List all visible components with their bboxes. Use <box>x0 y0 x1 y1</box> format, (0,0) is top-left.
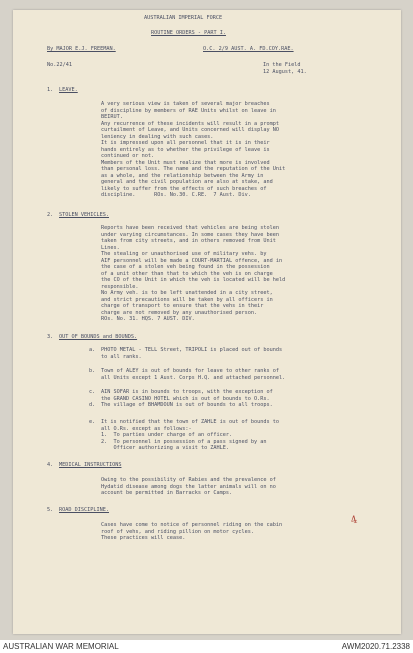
body-line: roof of vehs, and riding pillion on motor cycles. <box>101 528 255 535</box>
body-line: charge of transport to ensure that the vehs in their <box>101 303 264 309</box>
section-heading: STOLEN VEHICLES. <box>59 212 109 218</box>
body-line: Officer authorizing a visit to ZAHLE. <box>101 445 230 451</box>
body-line: as a whole, and the relationship between the Army in <box>101 172 264 179</box>
body-line: Owing to the possibility of Rabies and the prevalence of <box>101 477 276 483</box>
item-letter: c. <box>89 389 96 395</box>
body-line: The village of BHAMDOUN is out of bounds to all troops. <box>101 402 273 408</box>
section-heading: LEAVE. <box>59 87 78 93</box>
body-line: discipline. ROs. No.30. C.RE. 7 Aust. Div. <box>101 192 251 198</box>
body-line: the GRAND CASINO HOTEL which is out of bounds to O.Rs. <box>101 395 270 402</box>
body-line: the case of a stolen veh being found in the possession <box>101 264 270 270</box>
body-line: the CO of the Unit in which the veh is located will be held <box>101 277 286 283</box>
document-sheet <box>13 10 401 634</box>
body-line: under varying circumstances. In some cases they have been <box>101 231 280 238</box>
body-line: The stealing or unauthorised use of military vehs. by <box>101 251 267 257</box>
body-line: Lines. <box>101 244 120 251</box>
order-place: In the Field <box>263 62 301 68</box>
body-line: 2. To personnel in possession of a pass signed by an <box>101 438 267 445</box>
section-heading: MEDICAL INSTRUCTIONS <box>59 462 122 468</box>
body-line: Town of ALEY is out of bounds for leave to other ranks of <box>101 368 280 374</box>
body-line: BEIRUT. <box>101 114 123 120</box>
body-line: AIF personnel will be made a COURT-MARTIAL offence, and in <box>101 257 283 264</box>
document-subtitle: ROUTINE ORDERS - PART I. <box>151 30 226 36</box>
section-number: 2. <box>47 212 54 218</box>
body-line: of a unit other than that to which the veh is on charge <box>101 270 273 277</box>
archive-footer <box>0 640 413 653</box>
body-line: PHOTO METAL - TELL Street, TRIPOLI is placed out of bounds <box>101 347 283 353</box>
body-line: Cases have come to notice of personnel riding on the cabin <box>101 522 283 528</box>
item-letter: b. <box>89 368 96 374</box>
body-line: continued or not. <box>101 153 155 159</box>
body-line: account be permitted in Barracks or Camps. <box>101 490 233 496</box>
item-letter: a. <box>89 347 96 353</box>
section-number: 4. <box>47 462 54 468</box>
body-line: of discipline by members of RAE Units whilst on leave in <box>101 107 276 114</box>
body-line: to all ranks. <box>101 353 142 360</box>
body-line: responsible. <box>101 283 139 290</box>
order-number: No.22/41 <box>47 62 72 68</box>
section-number: 1. <box>47 87 54 93</box>
body-line: These practices will cease. <box>101 535 186 541</box>
body-line: all O.Rs. except as follows:- <box>101 425 192 432</box>
body-line: general and the civil population are also at stake, and <box>101 179 273 185</box>
body-line: ROs. No. 31. HQS. 7 AUST. DIV. <box>101 316 195 322</box>
item-letter: e. <box>89 419 96 425</box>
body-line: than personal loss. The name and the reputation of the Unit <box>101 166 286 172</box>
body-line: No Army veh. is to be left unattended in a city street, <box>101 290 273 296</box>
order-date: 12 August, 41. <box>263 69 307 75</box>
body-line: AIN SOFAR is in bounds to troops, with the exception of <box>101 389 273 395</box>
footer-accession-id: AWM2020.71.2338 <box>341 642 410 651</box>
body-line: Hydatid disease among dogs the latter animals will on no <box>101 483 276 490</box>
item-letter: d. <box>89 402 96 408</box>
body-line: It is impressed upon all personnel that it is in their <box>101 140 270 146</box>
body-line: curtailment of Leave, and Units concerned will display NO <box>101 127 280 133</box>
body-line: charge are not removed by any unauthorised person. <box>101 309 258 316</box>
body-line: It is notified that the town of ZAHLE is out of bounds to <box>101 419 280 425</box>
body-line: Members of the Unit must realize that more is involved <box>101 159 270 166</box>
handwritten-mark: 4 <box>349 514 359 527</box>
section-number: 5. <box>47 507 54 513</box>
footer-institution: AUSTRALIAN WAR MEMORIAL <box>3 642 119 651</box>
co-line: O.C. 2/9 AUST. A. FD.COY.RAE. <box>203 46 294 52</box>
body-line: Any recurrence of these incidents will result in a prompt <box>101 120 280 127</box>
body-line: leniency in dealing with such cases. <box>101 133 214 140</box>
body-line: and strict precautions will be taken by all officers in <box>101 296 273 303</box>
body-line: likely to suffer from the effects of such breaches of <box>101 185 267 192</box>
document-title: AUSTRALIAN IMPERIAL FORCE <box>144 15 223 21</box>
section-heading: OUT OF BOUNDS and BOUNDS. <box>59 334 138 340</box>
section-number: 3. <box>47 334 54 340</box>
body-line: all Units except 1 Aust. Corps H.Q. and attached personnel. <box>101 374 286 381</box>
section-heading: ROAD DISCIPLINE. <box>59 507 109 513</box>
body-line: A very serious view is taken of several major breaches <box>101 101 270 107</box>
body-line: taken from city streets, and in others removed from Unit <box>101 238 276 244</box>
by-line: By MAJOR E.J. FREEMAN. <box>47 46 116 52</box>
body-line: hands entirely as to whether the privilege of leave is <box>101 146 270 153</box>
body-line: 1. To parties under charge of an officer. <box>101 432 233 438</box>
body-line: Reports have been received that vehicles are being stolen <box>101 225 280 231</box>
